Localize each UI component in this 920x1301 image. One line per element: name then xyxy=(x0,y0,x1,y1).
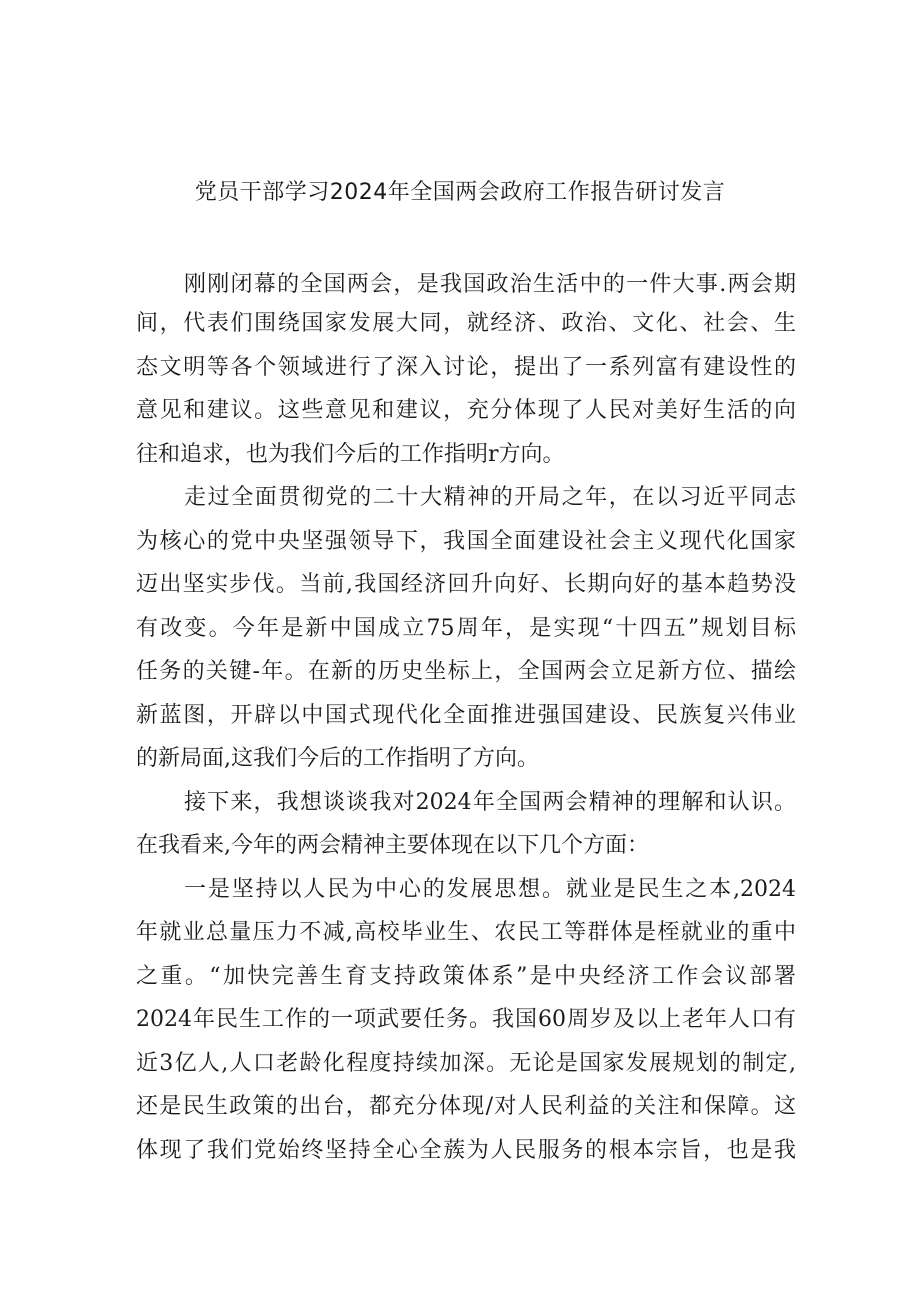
document-title: 党员干部学习2024年全国两会政府工作报告研讨发言 xyxy=(194,180,726,205)
paragraph-4-line-5: 近3亿人,人口老龄化程度持续加深。无论是国家发展规划的制定, xyxy=(136,1051,796,1076)
paragraph-1-line-1: 刚刚闭幕的全国两会，是我国政治生活中的一件大事.两会期 xyxy=(184,272,796,297)
paragraph-2-line-4: 有改变。今年是新中国成立75周年，是实现“十四五”规划目标 xyxy=(136,616,796,641)
paragraph-3-line-2: 在我看来,今年的两会精神主要体现在以下几个方面： xyxy=(136,833,649,858)
paragraph-1-line-2: 间，代表们围绕国家发展大同，就经济、政治、文化、社会、生 xyxy=(136,311,796,336)
paragraph-4-line-7: 体现了我们党始终坚持全心全蔟为人民服务的根本宗旨，也是我 xyxy=(136,1138,796,1163)
paragraph-2-line-2: 为核心的党中央坚强领导下，我国全面建设社会主义现代化国家 xyxy=(136,529,796,554)
paragraph-4-line-3: 之重。“加快完善生育支持政策体系”是中央经济工作会议部署 xyxy=(136,964,796,989)
paragraph-4-line-6: 还是民生政策的出台，都充分体现/对人民利益的关注和保障。这 xyxy=(136,1094,796,1119)
paragraph-4-line-4: 2024年民生工作的一项武要任务。我国60周岁及以上老年人口有 xyxy=(136,1007,796,1032)
paragraph-4-line-1: 一是坚持以人民为中心的发展思想。就业是民生之本,2024 xyxy=(184,877,796,902)
paragraph-2-line-3: 迈出坚实步伐。当前,我国经济回升向好、长期向好的基本趋势没 xyxy=(136,572,796,597)
paragraph-3-line-1: 接下来，我想谈谈我对2024年全国两会精神的理解和认识。 xyxy=(184,790,796,815)
paragraph-1-line-3: 态文明等各个领域进行了深入讨论，提出了一系列富有建设性的 xyxy=(136,355,796,380)
paragraph-2-line-7: 的新局面,这我们今后的工作指明了方向。 xyxy=(136,746,539,771)
paragraph-1-line-4: 意见和建议。这些意见和建议，充分体现了人民对美好生活的向 xyxy=(136,398,796,423)
paragraph-4-line-2: 年就业总量压力不减,高校毕业生、农民工等群体是桎就业的重中 xyxy=(136,920,796,945)
paragraph-2-line-5: 任务的关键-年。在新的历史坐标上，全国两会立足新方位、描绘 xyxy=(136,659,796,684)
paragraph-1-line-5: 往和追求，也为我们今后的工作指明r方向。 xyxy=(136,442,565,467)
paragraph-2-line-1: 走过全面贯彻党的二十大精神的开局之年，在以习近平同志 xyxy=(184,485,796,510)
paragraph-2-line-6: 新蓝图，开辟以中国式现代化全面推进强国建设、民族复兴伟业 xyxy=(136,703,796,728)
